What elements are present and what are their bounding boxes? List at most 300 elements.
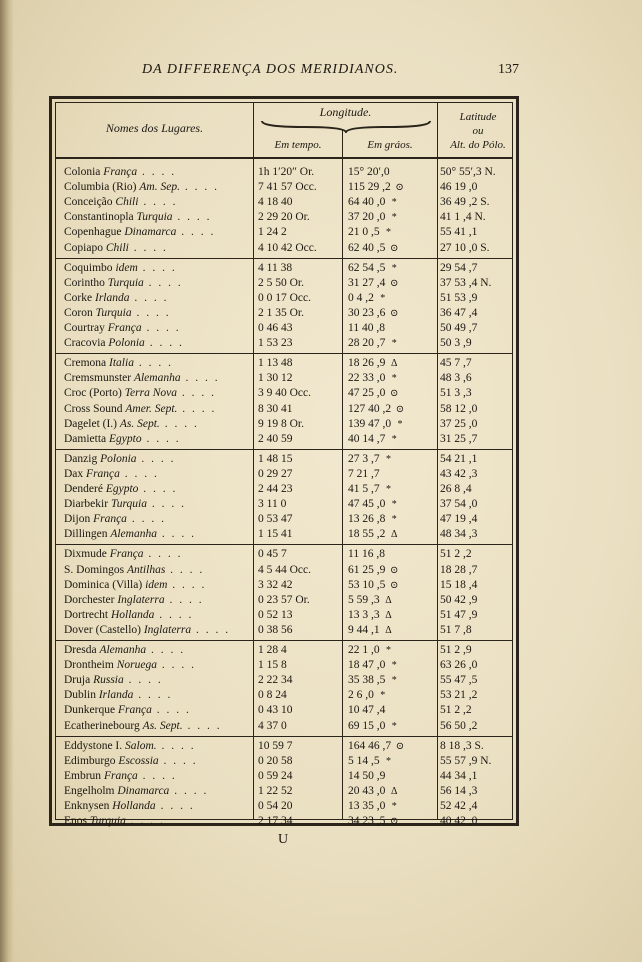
table-row [56,814,512,829]
time-cell: 0 29 27 [258,467,293,480]
degrees-cell [348,547,440,562]
country-name: Am. Sep. [139,181,180,194]
method-symbol: * [386,755,391,767]
place-name: Damietta [64,432,107,445]
latitude-cell: 46 19 ,0 [440,181,478,194]
table-inner-frame [55,102,513,828]
place-cell [64,527,250,542]
latitude-cell: 37 54 ,0 [440,498,478,511]
degrees-value: 18 47 ,0 [348,659,386,672]
leader-dots: . . . . [125,815,165,828]
time-cell: 0 45 7 [258,548,287,561]
country-name: Antilhas [126,563,166,576]
table-row [56,497,512,512]
place-cell [64,563,250,578]
degrees-value: 22 33 ,0 [348,372,386,385]
leader-dots: . . . . [137,166,177,178]
table-row [56,563,512,578]
time-cell: 1 30 12 [258,372,293,385]
place-name: Cross Sound [64,402,123,415]
group-divider [56,449,512,450]
time-cell: 1 15 8 [258,659,287,672]
place-name: Dublin [64,689,96,702]
degrees-value: 18 55 ,2 [348,528,386,541]
degrees-cell [348,769,440,784]
degrees-value: 40 14 ,7 [348,432,386,445]
place-cell [64,814,250,829]
leader-dots: . . . . [158,754,198,767]
degrees-value: 28 20 ,7 [348,337,386,350]
time-cell: 3 9 40 Occ. [258,387,312,400]
place-cell [64,608,250,623]
method-symbol: * [391,373,397,385]
place-cell [64,719,250,734]
latitude-cell: 63 26 ,0 [440,659,478,672]
method-symbol: * [391,675,397,687]
leader-dots: . . . . [159,417,199,430]
degrees-cell [348,417,440,432]
latitude-cell: 26 8 ,4 [440,483,472,495]
longitude-brace [260,119,432,133]
degrees-cell [348,563,440,578]
country-name: Noruega [116,659,157,672]
country-name: Irlanda [94,291,130,304]
degrees-value: 47 45 ,0 [348,498,386,511]
degrees-value: 27 3 ,7 [348,452,380,465]
time-cell: 0 54 20 [258,800,293,812]
leader-dots: . . . . [138,483,178,495]
leader-dots: . . . . [143,276,183,289]
place-cell [64,261,250,276]
table-row [56,276,512,291]
method-symbol: * [391,338,397,350]
place-name: Dillingen [64,528,108,541]
group-divider [56,640,512,641]
time-cell: 1 24 2 [258,226,287,239]
table-row [56,673,512,688]
latitude-cell: 41 1 ,4 N. [440,211,486,224]
degrees-value: 53 10 ,5 [348,578,386,591]
table-row [56,784,512,799]
table-row [56,547,512,562]
place-name: Cracovia [64,337,106,350]
table-row [56,432,512,447]
degrees-cell [348,593,440,608]
place-name: Enknysen [64,800,110,812]
degrees-cell [348,799,440,814]
latitude-cell: 51 2 ,9 [440,644,472,656]
leader-dots: . . . . [156,659,196,672]
time-cell: 0 46 43 [258,322,293,334]
country-name: Chili [105,241,129,254]
latitude-cell: 18 28 ,7 [440,563,478,576]
method-symbol: ⊙ [390,579,399,591]
latitude-cell: 37 53 ,4 N. [440,276,492,289]
latitude-cell: 51 2 ,2 [440,548,472,561]
place-name: Drontheim [64,659,114,672]
leader-dots: . . . . [141,322,181,334]
degrees-value: 11 40 ,8 [348,322,385,334]
degrees-cell [348,578,440,593]
country-name: França [93,513,127,526]
latitude-cell: 43 42 ,3 [440,467,478,480]
time-cell: 4 18 40 [258,196,293,209]
method-symbol: ⊙ [390,564,399,576]
country-name: Inglaterra [143,623,192,636]
time-cell: 0 0 17 Occ. [258,291,312,304]
time-cell: 2 22 34 [258,674,293,687]
place-name: Corke [64,291,93,304]
degrees-cell [348,512,440,527]
method-symbol: Δ [385,624,392,636]
place-name: Corintho [64,276,105,289]
table-row [56,527,512,542]
latitude-cell: 51 53 ,9 [440,291,478,304]
degrees-cell [348,371,440,386]
table-row [56,180,512,195]
place-name: Engelholm [64,784,115,797]
latitude-cell: 50 49 ,7 [440,322,478,334]
degrees-value: 34 23 ,5 [348,815,386,828]
latitude-cell: 44 34 ,1 [440,769,478,782]
country-name: Escossia [118,754,159,767]
country-name: Hollanda [112,800,156,812]
degrees-cell [348,739,440,754]
country-name: França [109,548,144,561]
latitude-cell: 52 42 ,4 [440,800,478,812]
degrees-value: 37 20 ,0 [348,211,386,224]
method-symbol: * [391,433,397,445]
latitude-cell: 51 7 ,8 [440,623,472,636]
degrees-cell [348,608,440,623]
degrees-value: 164 46 ,7 [348,739,392,752]
latitude-cell: 31 25 ,7 [440,432,478,445]
time-cell: 0 38 56 [258,623,293,636]
table-row [56,386,512,401]
table-row [56,356,512,371]
degrees-value: 11 16 ,8 [348,548,385,561]
latitude-cell: 36 49 ,2 S. [440,196,490,209]
place-name: Dresda [64,644,97,656]
degrees-cell [348,814,440,829]
latitude-cell: 53 21 ,2 [440,689,478,702]
country-name: Salom. [125,739,157,752]
latitude-cell: 8 18 ,3 S. [440,739,484,752]
time-cell: 1h 1′20″ Or. [258,166,315,178]
place-cell [64,688,250,703]
leader-dots: . . . . [169,784,209,797]
place-cell [64,578,250,593]
time-cell: 0 43 10 [258,704,293,717]
method-symbol: Δ [391,785,398,797]
header-lat-3: Alt. do Pólo. [450,139,506,151]
country-name: As. Sept. [142,719,183,732]
place-name: S. Domingos [64,563,125,576]
degrees-cell [348,386,440,401]
place-name: Druja [64,674,91,687]
place-name: Ecatherinebourg [64,719,140,732]
degrees-cell [348,261,440,276]
place-name: Dagelet (I.) [64,417,117,430]
country-name: França [107,322,142,334]
leader-dots: . . . . [129,291,169,304]
place-cell [64,321,250,336]
degrees-cell [348,703,440,718]
degrees-value: 5 14 ,5 [348,754,380,767]
place-name: Embrun [64,769,102,782]
place-name: Courtray [64,322,105,334]
degrees-cell [348,336,440,351]
degrees-value: 21 0 ,5 [348,226,380,239]
time-cell: 1 48 15 [258,452,293,465]
place-cell [64,482,250,497]
degrees-cell [348,623,440,638]
place-name: Dax [64,467,84,480]
latitude-cell: 36 47 ,4 [440,306,478,319]
latitude-cell: 51 3 ,3 [440,387,472,400]
degrees-cell [348,225,440,240]
leader-dots: . . . . [133,357,173,370]
place-cell [64,739,250,754]
place-name: Coron [64,306,93,319]
country-name: Polonia [100,452,137,465]
place-cell [64,210,250,225]
latitude-cell: 45 7 ,7 [440,357,472,370]
time-cell: 2 5 50 Or. [258,276,304,289]
method-symbol: * [391,720,397,732]
place-cell [64,452,250,467]
leader-dots: . . . . [156,528,196,541]
header-places: Nomes dos Lugares. [105,121,204,135]
time-cell: 8 30 41 [258,402,293,415]
degrees-value: 20 43 ,0 [348,784,386,797]
country-name: Turquia [136,211,173,224]
time-cell: 7 41 57 Occ. [258,181,317,194]
degrees-value: 61 25 ,9 [348,563,386,576]
table-row [56,261,512,276]
degrees-value: 5 59 ,3 [348,593,380,606]
method-symbol: ⊙ [390,388,399,400]
time-cell: 0 20 58 [258,754,293,767]
place-cell [64,195,250,210]
time-cell: 2 1 35 Or. [258,306,304,319]
meridian-table [49,96,519,826]
place-name: Copenhague [64,226,122,239]
place-cell [64,402,250,417]
latitude-cell: 48 34 ,3 [440,528,478,541]
table-row [56,703,512,718]
country-name: Chili [115,196,139,209]
time-cell: 0 8 24 [258,689,287,702]
time-cell: 0 52 13 [258,608,293,621]
time-cell: 3 11 0 [258,498,287,511]
time-cell: 1 13 48 [258,357,293,370]
table-row [56,754,512,769]
degrees-cell [348,276,440,291]
signature-mark: U [278,832,289,847]
country-name: Turquia [89,815,126,828]
degrees-value: 31 27 ,4 [348,276,386,289]
time-cell: 2 29 20 Or. [258,211,310,224]
place-name: Dunkerque [64,704,116,717]
place-cell [64,432,250,447]
place-cell [64,467,250,482]
place-name: Copiapo [64,241,103,254]
group-divider [56,736,512,737]
degrees-cell [348,673,440,688]
leader-dots: . . . . [191,623,231,636]
method-symbol: * [386,484,391,495]
method-symbol: * [380,292,386,304]
place-cell [64,371,250,386]
degrees-cell [348,482,440,497]
place-name: Colonia [64,166,101,178]
degrees-value: 9 44 ,1 [348,623,380,636]
degrees-value: 64 40 ,0 [348,196,386,209]
country-name: França [103,769,138,782]
leader-dots: . . . . [179,181,219,194]
degrees-value: 115 29 ,2 [348,181,391,194]
group-divider [56,258,512,259]
place-cell [64,769,250,784]
latitude-cell: 50 42 ,9 [440,593,478,606]
place-name: Diarbekir [64,498,109,511]
degrees-value: 41 5 ,7 [348,483,380,495]
place-name: Coquimbo [64,261,113,274]
latitude-cell: 50° 55′,3 N. [440,166,496,178]
degrees-value: 18 26 ,9 [348,357,386,370]
method-symbol: * [391,499,397,511]
degrees-value: 13 35 ,0 [348,800,386,812]
place-cell [64,673,250,688]
leader-dots: . . . . [128,241,168,254]
degrees-value: 13 3 ,3 [348,608,380,621]
place-cell [64,165,250,180]
leader-dots: . . . . [176,387,216,400]
leader-dots: . . . . [143,548,183,561]
table-row [56,467,512,482]
method-symbol: * [386,645,391,656]
latitude-cell: 55 47 ,5 [440,674,478,687]
place-cell [64,241,250,256]
degrees-cell [348,402,440,417]
country-name: França [117,704,152,717]
method-symbol: * [391,197,397,209]
country-name: As. Sept. [119,417,160,430]
leader-dots: . . . . [146,644,186,656]
degrees-cell [348,195,440,210]
time-cell: 0 53 47 [258,513,293,526]
leader-dots: . . . . [154,608,194,621]
degrees-value: 62 40 ,5 [348,241,386,254]
time-cell: 2 44 23 [258,483,293,495]
table-row [56,417,512,432]
time-cell: 4 11 38 [258,261,293,274]
method-symbol: ⊙ [395,740,405,752]
degrees-value: 15° 20′,0 [348,166,390,178]
place-name: Eddystone I. [64,739,123,752]
place-cell [64,547,250,562]
header-degrees: Em gráos. [367,139,413,151]
running-head: DA DIFFERENÇA DOS MERIDIANOS. [142,62,399,77]
place-name: Croc (Porto) [64,387,122,400]
place-cell [64,276,250,291]
time-cell: 1 15 41 [258,528,293,541]
degrees-cell [348,497,440,512]
time-cell: 10 59 7 [258,739,293,752]
place-name: Enos [64,815,87,828]
table-row [56,593,512,608]
method-symbol: ⊙ [390,307,399,319]
degrees-cell [348,321,440,336]
latitude-cell: 40 42 ,0 [440,815,478,828]
degrees-value: 0 4 ,2 [348,291,374,304]
leader-dots: . . . . [155,800,195,812]
place-cell [64,225,250,240]
page-gutter [0,0,14,962]
degrees-cell [348,643,440,658]
time-cell: 2 40 59 [258,432,293,445]
leader-dots: . . . . [164,593,204,606]
method-symbol: ⊙ [390,242,399,254]
country-name: Inglaterra [117,593,165,606]
method-symbol: * [380,690,386,702]
method-symbol: Δ [385,594,392,606]
leader-dots: . . . . [177,402,217,415]
leader-dots: . . . . [176,226,216,239]
method-symbol: * [386,453,391,465]
table-row [56,306,512,321]
group-divider [56,353,512,354]
method-symbol: Δ [385,609,392,621]
degrees-cell [348,719,440,734]
latitude-cell: 51 2 ,2 [440,704,472,717]
degrees-value: 13 26 ,8 [348,513,386,526]
table-row [56,371,512,386]
table-row [56,452,512,467]
place-cell [64,593,250,608]
country-name: França [86,467,120,480]
place-cell [64,336,250,351]
latitude-cell: 51 47 ,9 [440,608,478,621]
place-cell [64,497,250,512]
table-row [56,739,512,754]
table-row [56,321,512,336]
degrees-cell [348,452,440,467]
method-symbol: * [391,801,397,812]
time-cell: 9 19 8 Or. [258,417,304,430]
leader-dots: . . . . [182,719,222,732]
country-name: Egypto [105,483,139,495]
degrees-cell [348,180,440,195]
group-divider [56,544,512,545]
leader-dots: . . . . [126,513,166,526]
degrees-value: 22 1 ,0 [348,644,380,656]
table-row [56,291,512,306]
country-name: Russia [93,674,124,687]
method-symbol: ⊙ [390,277,399,289]
time-cell: 4 5 44 Occ. [258,563,312,576]
place-cell [64,754,250,769]
place-cell [64,356,250,371]
time-cell: 4 10 42 Occ. [258,241,317,254]
method-symbol: * [391,514,397,526]
header-rule [56,157,512,159]
degrees-value: 69 15 ,0 [348,719,386,732]
place-name: Constantinopla [64,211,134,224]
place-name: Cremsmunster [64,372,132,385]
leader-dots: . . . . [141,432,181,445]
